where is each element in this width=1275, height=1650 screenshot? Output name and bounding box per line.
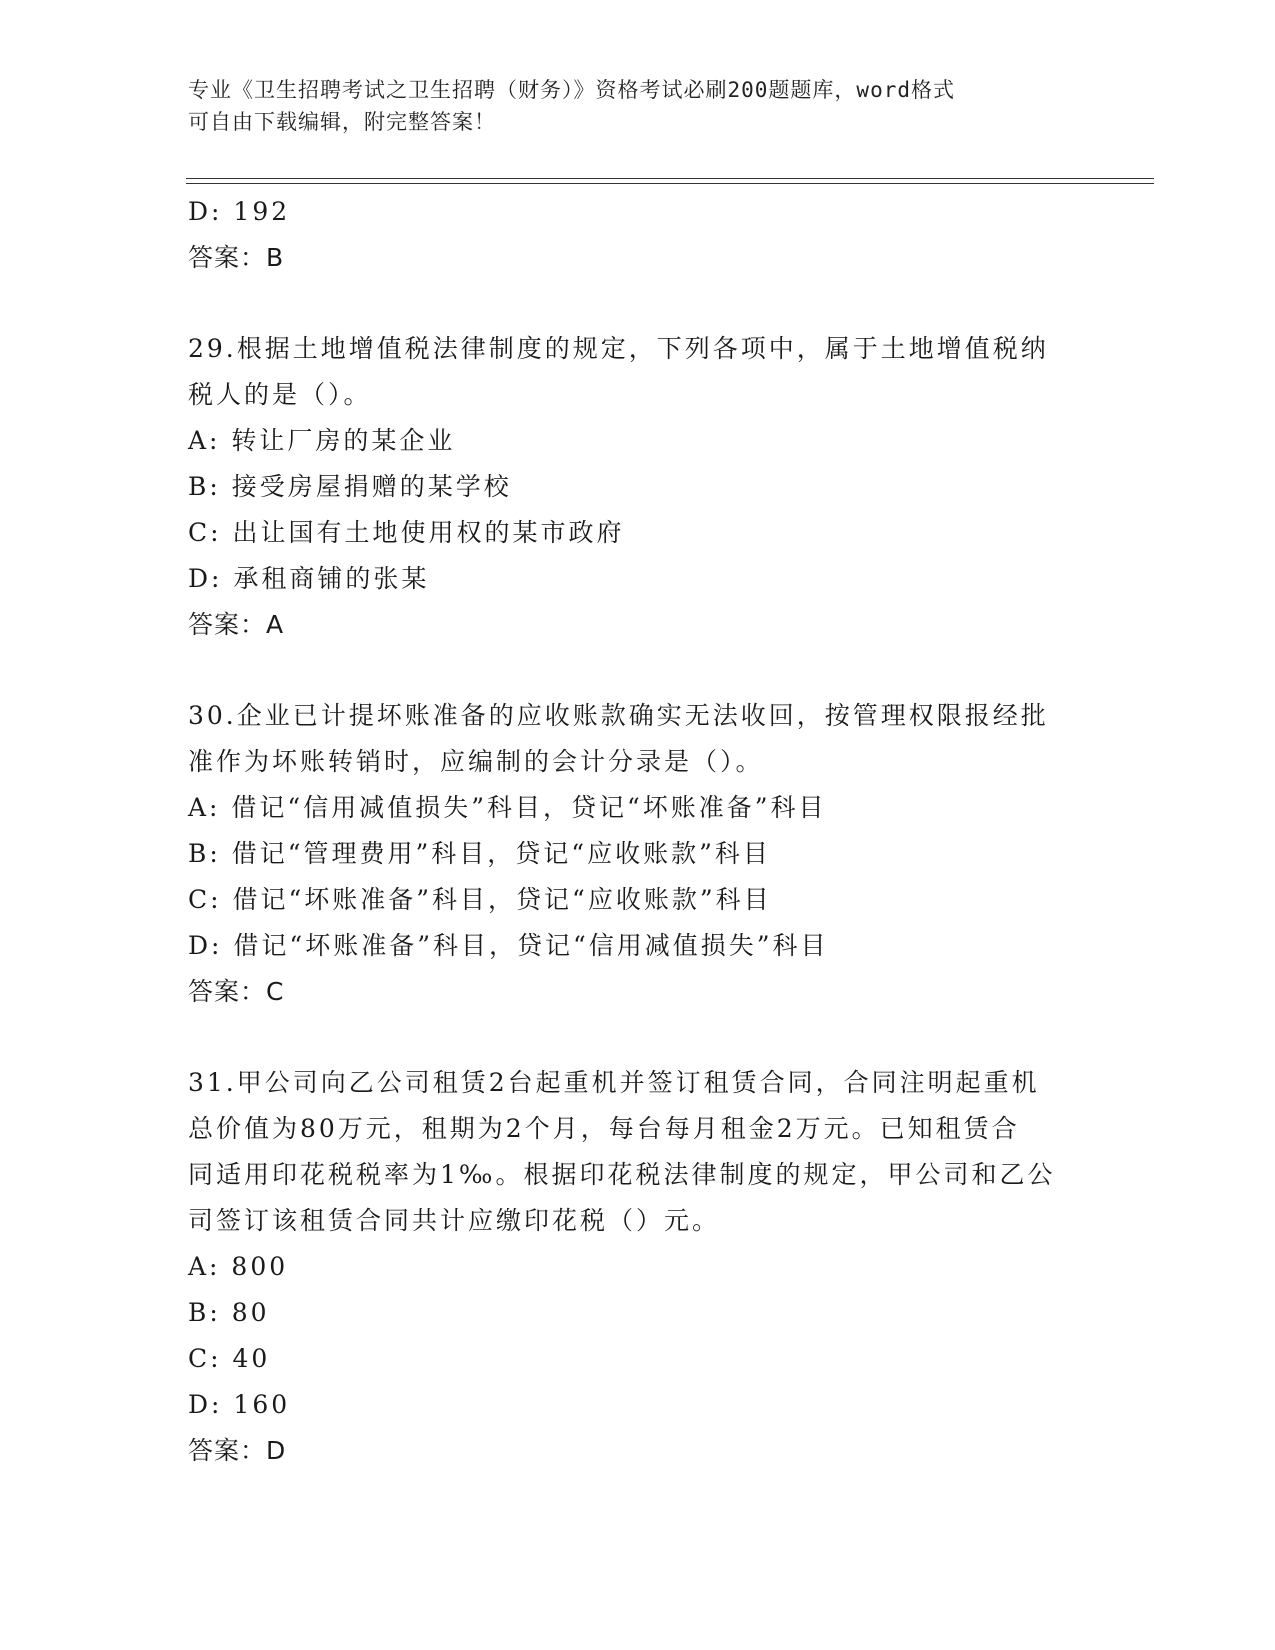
option-a: A: 800 xyxy=(188,1252,289,1281)
stem-line: 30.企业已计提坏账准备的应收账款确实无法收回，按管理权限报经批 xyxy=(188,701,1049,730)
header-rule-top xyxy=(186,178,1154,179)
question-stem xyxy=(188,1060,1088,1244)
option-d: D: 160 xyxy=(188,1390,291,1419)
question-29 xyxy=(188,326,1088,648)
prev-option-d: D: 192 xyxy=(188,197,291,226)
answer: 答案：A xyxy=(188,610,285,639)
answer: 答案：D xyxy=(188,1436,287,1465)
option-d: D: 承租商铺的张某 xyxy=(188,564,430,593)
stem-line: 司签订该租赁合同共计应缴印花税（）元。 xyxy=(188,1206,721,1235)
stem-line: 税人的是（）。 xyxy=(188,380,372,409)
stem-line: 29.根据土地增值税法律制度的规定，下列各项中，属于土地增值税纳 xyxy=(188,334,1049,363)
option-c: C: 出让国有土地使用权的某市政府 xyxy=(188,518,625,547)
option-b: B: 80 xyxy=(188,1298,270,1327)
question-30 xyxy=(188,693,1088,1015)
prev-answer: 答案：B xyxy=(188,243,285,272)
stem-line: 31.甲公司向乙公司租赁2台起重机并签订租赁合同，合同注明起重机 xyxy=(188,1068,1040,1097)
question-stem xyxy=(188,693,1088,785)
option-a: A: 借记“信用减值损失”科目，贷记“坏账准备”科目 xyxy=(188,793,827,822)
option-d: D: 借记“坏账准备”科目，贷记“信用减值损失”科目 xyxy=(188,931,829,960)
option-c: C: 40 xyxy=(188,1344,271,1373)
stem-line: 准作为坏账转销时，应编制的会计分录是（）。 xyxy=(188,747,764,776)
page-header xyxy=(188,74,1068,138)
header-line-2: 可自由下载编辑，附完整答案！ xyxy=(188,110,496,134)
question-spacer xyxy=(188,1015,1088,1060)
answer: 答案：C xyxy=(188,977,285,1006)
header-line-1: 专业《卫生招聘考试之卫生招聘（财务）》资格考试必刷200题题库，word格式 xyxy=(188,78,955,102)
stem-line: 总价值为80万元，租期为2个月，每台每月租金2万元。已知租赁合 xyxy=(188,1114,1020,1143)
question-spacer xyxy=(188,281,1088,326)
option-b: B: 接受房屋捐赠的某学校 xyxy=(188,472,512,501)
option-b: B: 借记“管理费用”科目，贷记“应收账款”科目 xyxy=(188,839,771,868)
document-body xyxy=(188,189,1088,1474)
question-31 xyxy=(188,1060,1088,1474)
option-c: C: 借记“坏账准备”科目，贷记“应收账款”科目 xyxy=(188,885,772,914)
question-stem xyxy=(188,326,1088,418)
stem-line: 同适用印花税税率为1‰。根据印花税法律制度的规定，甲公司和乙公 xyxy=(188,1160,1056,1189)
header-rule-bottom xyxy=(186,183,1154,184)
option-a: A: 转让厂房的某企业 xyxy=(188,426,456,455)
question-spacer xyxy=(188,648,1088,693)
